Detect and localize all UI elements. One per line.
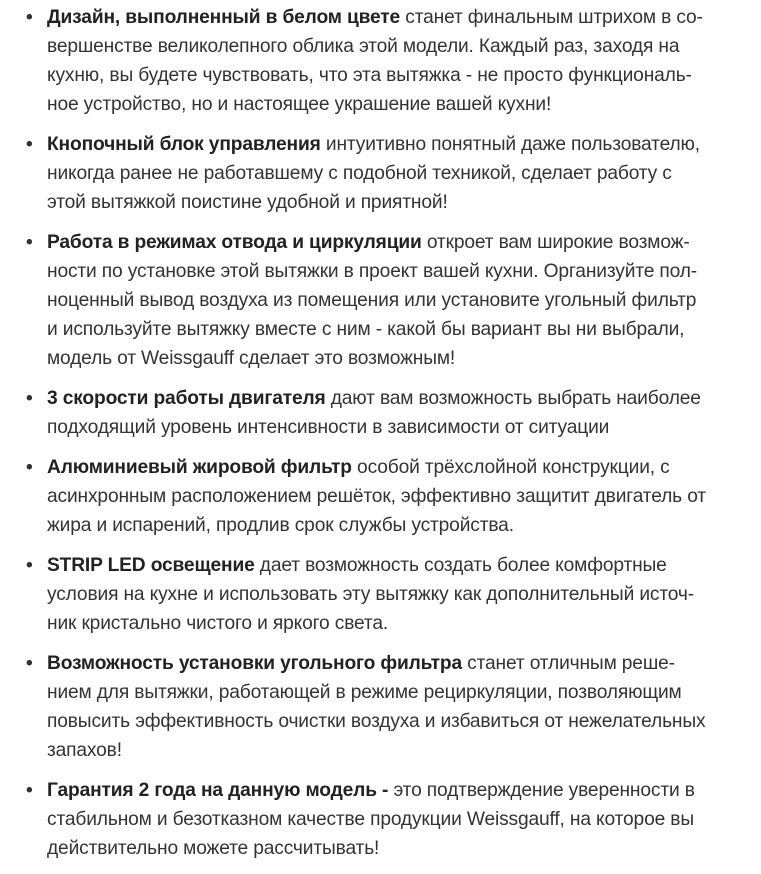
feature-line: действительно можете рассчитывать! — [47, 838, 380, 859]
feature-line: ноценный вывод воздуха из помещения или установите угольный фильтр — [47, 290, 697, 311]
feature-title: 3 скорости работы двигателя — [47, 388, 326, 409]
feature-line: стабильном и безотказном качестве продукции Weissgauff, на которое вы — [47, 809, 694, 830]
feature-item — [0, 228, 761, 373]
feature-line: ное устройство, но и настоящее украшение вашей кухни! — [47, 94, 552, 115]
feature-line — [47, 776, 761, 805]
feature-item — [0, 130, 761, 217]
feature-line: подходящий уровень интенсивности в зависимости от ситуации — [47, 417, 610, 438]
feature-line — [47, 649, 761, 678]
feature-list — [0, 3, 761, 874]
feature-text: станет финальным штрихом в со- — [400, 7, 703, 28]
feature-line: ник кристально чистого и яркого света. — [47, 613, 389, 634]
bullet-icon: • — [26, 7, 33, 28]
feature-item — [0, 384, 761, 442]
feature-line: запахов! — [47, 740, 122, 761]
feature-title: Работа в режимах отвода и циркуляции — [47, 232, 422, 253]
feature-line: кухню, вы будете чувствовать, что эта вытяжка - не просто функциональ- — [47, 65, 692, 86]
feature-text: это подтверждение уверенности в — [388, 780, 695, 801]
feature-line: условия на кухне и использовать эту вытяжку как дополнительный источ- — [47, 584, 694, 605]
feature-line — [47, 228, 761, 257]
feature-line: жира и испарений, продлив срок службы устройства. — [47, 515, 514, 536]
feature-line — [47, 551, 761, 580]
feature-text: дает возможность создать более комфортные — [254, 555, 667, 576]
feature-title: Дизайн, выполненный в белом цвете — [47, 7, 401, 28]
feature-item — [0, 649, 761, 765]
bullet-icon: • — [26, 388, 33, 409]
feature-title: STRIP LED освещение — [47, 555, 255, 576]
feature-item — [0, 776, 761, 863]
bullet-icon: • — [26, 780, 33, 801]
feature-line — [47, 130, 761, 159]
feature-text: особой трёхслойной конструкции, с — [351, 457, 670, 478]
feature-line: вершенстве великолепного облика этой модели. Каждый раз, заходя на — [47, 36, 680, 57]
bullet-icon: • — [26, 555, 33, 576]
bullet-icon: • — [26, 134, 33, 155]
feature-text: станет отличным реше- — [461, 653, 675, 674]
feature-line: ности по установке этой вытяжки в проект вашей кухни. Организуйте пол- — [47, 261, 698, 282]
bullet-icon: • — [26, 457, 33, 478]
feature-title: Кнопочный блок управления — [47, 134, 321, 155]
feature-title: Возможность установки угольного фильтра — [47, 653, 462, 674]
feature-line: никогда ранее не работавшему с подобной техникой, сделает работу с — [47, 163, 672, 184]
feature-title: Алюминиевый жировой фильтр — [47, 457, 352, 478]
bullet-icon: • — [26, 232, 33, 253]
feature-line — [47, 384, 761, 413]
feature-item — [0, 551, 761, 638]
feature-item — [0, 3, 761, 119]
feature-item — [0, 453, 761, 540]
bullet-icon: • — [26, 653, 33, 674]
feature-text: интуитивно понятный даже пользователю, — [320, 134, 700, 155]
feature-line: этой вытяжкой поистине удобной и приятной! — [47, 192, 448, 213]
feature-line: и используйте вытяжку вместе с ним - какой бы вариант вы ни выбрали, — [47, 319, 685, 340]
feature-line — [47, 453, 761, 482]
feature-line: модель от Weissgauff сделает это возможным! — [47, 348, 456, 369]
feature-line: асинхронным расположением решёток, эффективно защитит двигатель от — [47, 486, 706, 507]
feature-text: откроет вам широкие возмож- — [421, 232, 690, 253]
feature-title: Гарантия 2 года на данную модель - — [47, 780, 389, 801]
feature-line — [47, 3, 761, 32]
feature-text: дают вам возможность выбрать наиболее — [325, 388, 701, 409]
feature-line: повысить эффективность очистки воздуха и избавиться от нежелательных — [47, 711, 706, 732]
feature-line: нием для вытяжки, работающей в режиме рециркуляции, позволяющим — [47, 682, 682, 703]
